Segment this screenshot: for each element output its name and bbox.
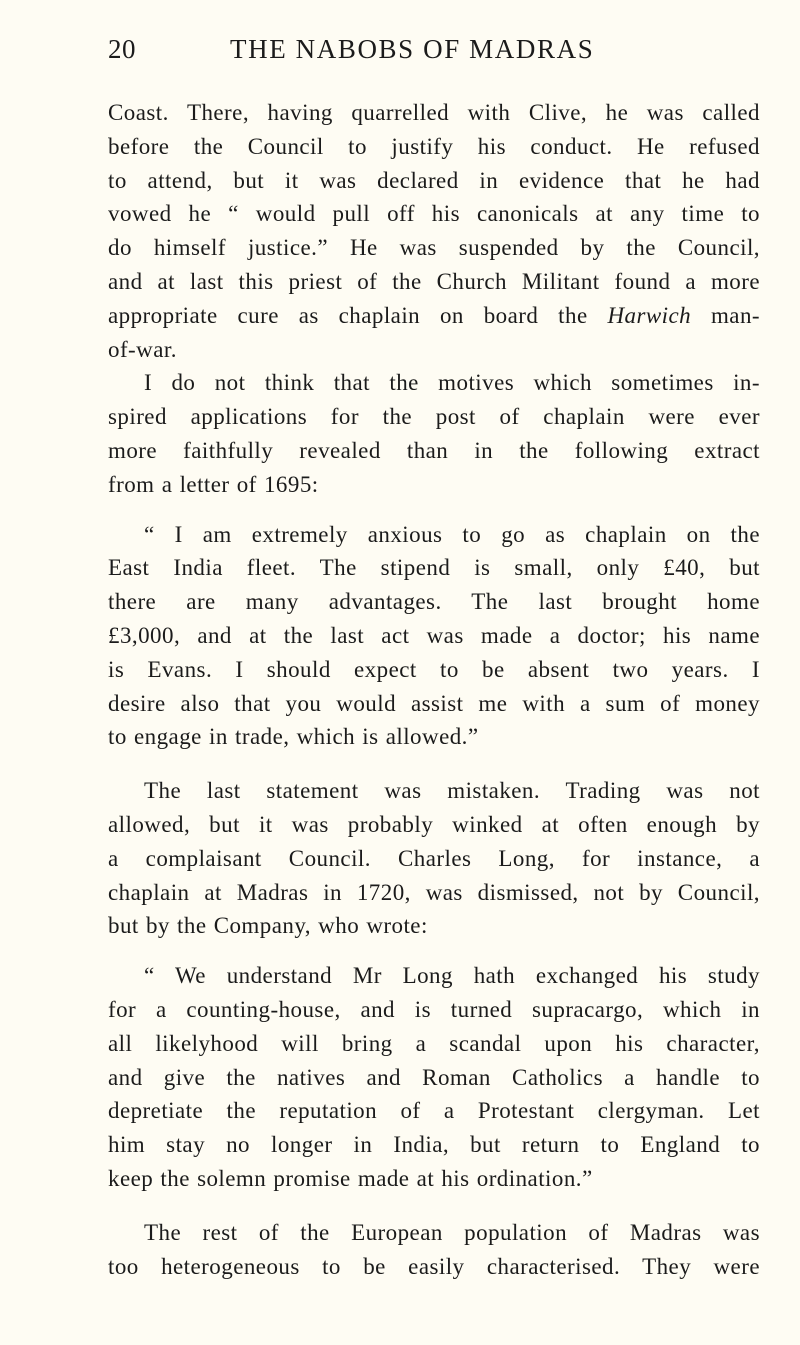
text-line: “ I am extremely anxious to go as chaplain on the [144, 521, 760, 547]
text-line: keep the solemn promise made at his ordination.” [108, 1165, 593, 1191]
page-number: 20 [108, 34, 136, 64]
text-run: appropriate cure as chaplain on board the [108, 302, 608, 328]
running-title: THE NABOBS OF MADRAS [230, 34, 595, 64]
quotation-letter-1695 [108, 518, 760, 755]
text-line: too heterogeneous to be easily characterised. They were [108, 1253, 760, 1279]
text-line: spired applications for the post of chaplain were ever [108, 404, 760, 430]
text-line: “ We understand Mr Long hath exchanged his study [144, 963, 760, 989]
text-line: Coast. There, having quarrelled with Clive, he was called [108, 100, 760, 125]
text-line: allowed, but it was probably winked at often enough by [108, 811, 760, 837]
text-line: there are many advantages. The last brought home [108, 589, 760, 615]
text-line: a complaisant Council. Charles Long, for instance, a [108, 845, 760, 871]
spacer [108, 1196, 760, 1216]
text-line: chaplain at Madras in 1720, was dismissed, not by Council, [108, 879, 760, 905]
text-line: and at last this priest of the Church Militant found a more [108, 268, 760, 294]
text-line: more faithfully revealed than in the following extract [108, 437, 760, 463]
spacer [108, 502, 760, 518]
text-run: man- [691, 302, 761, 328]
text-line: desire also that you would assist me with a sum of money [108, 690, 760, 716]
spacer [108, 943, 760, 959]
quotation-company-letter [108, 959, 760, 1196]
text-line: all likelyhood will bring a scandal upon his character, [108, 1030, 760, 1056]
page-header [108, 34, 760, 74]
text-line: to attend, but it was declared in evidence that he had [108, 167, 760, 193]
ship-name: Harwich [607, 302, 692, 328]
paragraph-european-population [108, 1216, 760, 1284]
text-line: but by the Company, who wrote: [108, 913, 428, 939]
text-line: to engage in trade, which is allowed.” [108, 724, 479, 750]
text-line: The rest of the European population of Madras was [144, 1219, 760, 1245]
text-line: I do not think that the motives which sometimes in- [144, 370, 760, 396]
text-line [108, 299, 760, 333]
paragraph-chaplain-clive [108, 96, 760, 366]
paragraph-trading [108, 774, 760, 943]
text-line: £3,000, and at the last act was made a doctor; his name [108, 622, 760, 648]
spacer [108, 754, 760, 774]
text-line: of-war. [108, 336, 177, 362]
text-line: and give the natives and Roman Catholics a handle to [108, 1064, 760, 1090]
text-line: depretiate the reputation of a Protestant clergyman. Let [108, 1098, 760, 1124]
text-line: before the Council to justify his conduct. He refused [108, 133, 760, 159]
text-line: vowed he “ would pull off his canonicals at any time to [108, 201, 760, 227]
text-line: him stay no longer in India, but return to England to [108, 1132, 760, 1158]
text-line: East India fleet. The stipend is small, only £40, but [108, 555, 760, 581]
text-line: for a counting-house, and is turned supracargo, which in [108, 996, 760, 1022]
text-line: from a letter of 1695: [108, 471, 319, 497]
paragraph-motives [108, 366, 760, 501]
text-line: The last statement was mistaken. Trading was not [144, 778, 760, 804]
text-line: is Evans. I should expect to be absent two years. I [108, 656, 760, 682]
text-line: do himself justice.” He was suspended by the Council, [108, 235, 760, 261]
